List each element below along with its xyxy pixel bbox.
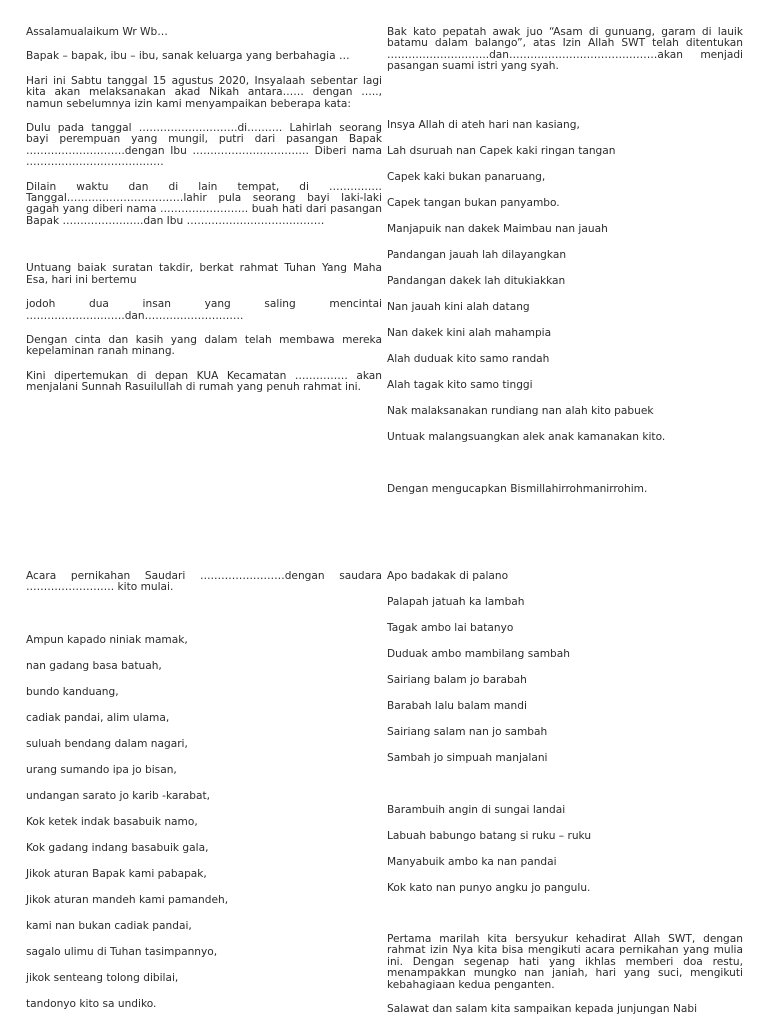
left-bottom-column	[26, 571, 382, 594]
date-paragraph: Hari ini Sabtu tanggal 15 agustus 2020, Insyalaah sebentar lagi kita akan melaksanakan akad Nikah antara…… dengan ….., namun sebelumnya izin kami menyampaikan beberapa kata:	[26, 74, 382, 110]
verse-line: Tagak ambo lai batanyo	[387, 622, 514, 634]
bismillah-line: Dengan mengucapkan Bismillahirrohmanirrohim.	[387, 483, 648, 495]
verse-line: urang sumando ipa jo bisan,	[26, 764, 177, 776]
verse-line: Alah duduak kito samo randah	[387, 353, 550, 365]
verse-line: Kok gadang indang basabuik gala,	[26, 842, 209, 854]
verse-line: suluah bendang dalam nagari,	[26, 738, 188, 750]
greeting: Assalamualaikum Wr Wb…	[26, 26, 168, 38]
verse-line: Kok kato nan punyo angku jo pangulu.	[387, 882, 591, 894]
destiny-paragraph: Untuang baiak suratan takdir, berkat rahmat Tuhan Yang Maha Esa, hari ini bertemu	[26, 262, 382, 286]
verse-line: Barambuih angin di sungai landai	[387, 804, 566, 816]
verse-line: Capek kaki bukan panaruang,	[387, 171, 546, 183]
love-paragraph: Dengan cinta dan kasih yang dalam telah membawa mereka kepelaminan ranah minang.	[26, 333, 382, 358]
kua-paragraph: Kini dipertemukan di depan KUA Kecamatan …………… akan menjalani Sunnah Rasuilullah di rumah yang penuh rahmat ini.	[26, 369, 382, 394]
verse-line: Sairiang salam nan jo sambah	[387, 726, 548, 738]
verse-line: Duduak ambo mambilang sambah	[387, 648, 570, 660]
left-top-column	[26, 27, 382, 394]
verse-line: Nak malaksanakan rundiang nan alah kito pabuek	[387, 405, 654, 417]
verse-line: Labuah babungo batang si ruku – ruku	[387, 830, 592, 842]
salawat-paragraph: Salawat dan salam kita sampaikan kepada junjungan Nabi	[387, 1003, 698, 1016]
verse-line: Capek tangan bukan panyambo.	[387, 197, 560, 209]
ceremony-intro: Acara pernikahan Saudari ……………………dengan saudara ……………………. kito mulai.	[26, 570, 382, 594]
verse-line: Manyabuik ambo ka nan pandai	[387, 856, 557, 868]
verse-line: Untuak malangsuangkan alek anak kamanakan kito.	[387, 431, 666, 443]
verse-line: Jikok aturan mandeh kami pamandeh,	[26, 894, 229, 906]
bride-birth-paragraph: Dulu pada tanggal ……………………….di………. Lahirlah seorang bayi perempuan yang mungil, putri dari pasangan Bapak ……………………….dengan Ibu …………………………… Diberi nama …………………………………	[26, 122, 382, 169]
verse-line: Alah tagak kito samo tinggi	[387, 379, 533, 391]
verse-line: bundo kanduang,	[26, 686, 119, 698]
verse-line: Lah dsuruah nan Capek kaki ringan tangan	[387, 145, 616, 157]
verse-line: Kok ketek indak basabuik namo,	[26, 816, 198, 828]
verse-line: Insya Allah di ateh hari nan kasiang,	[387, 119, 580, 131]
couple-paragraph: jodoh dua insan yang saling mencintai ……………………….dan……………………….	[26, 298, 382, 322]
verse-line: Jikok aturan Bapak kami pabapak,	[26, 868, 207, 880]
verse-line: Ampun kapado niniak mamak,	[26, 634, 188, 646]
verse-line: sagalo ulimu di Tuhan tasimpannyo,	[26, 946, 218, 958]
verse-line: Pandangan dakek lah ditukiakkan	[387, 275, 566, 287]
verse-line: jikok senteang tolong dibilai,	[26, 972, 179, 984]
verse-line: Apo badakak di palano	[387, 570, 509, 582]
verse-line: kami nan bukan cadiak pandai,	[26, 920, 192, 932]
verse-line: cadiak pandai, alim ulama,	[26, 712, 170, 724]
verse-line: Pandangan jauah lah dilayangkan	[387, 249, 567, 261]
verse-line: Palapah jatuah ka lambah	[387, 596, 525, 608]
verse-line: Nan dakek kini alah mahampia	[387, 327, 552, 339]
audience-address: Bapak – bapak, ibu – ibu, sanak keluarga yang berbahagia …	[26, 50, 350, 63]
verse-line: undangan sarato jo karib -karabat,	[26, 790, 210, 802]
verse-line: Sairiang balam jo barabah	[387, 674, 527, 686]
verse-line: Barabah lalu balam mandi	[387, 700, 527, 712]
groom-birth-paragraph: Dilain waktu dan di lain tempat, di …………… Tanggal……………………………lahir pula seorang bayi laki-laki gagah yang diberi nama ……………………. buah hati dari pasangan Bapak …………………..dan Ibu …………………………………	[26, 180, 382, 227]
right-bottom-prose	[387, 934, 743, 1015]
proverb-paragraph: Bak kato pepatah awak juo “Asam di gunuang, garam di lauik batamu dalam balango”, atas Izin Allah SWT telah ditentukan ………………………..dan……………………………………akan menjadi pasangan suami istri yang syah.	[387, 26, 743, 73]
verse-line: Sambah jo simpuah manjalani	[387, 752, 548, 764]
verse-line: Manjapuik nan dakek Maimbau nan jauah	[387, 223, 608, 235]
verse-line: nan gadang basa batuah,	[26, 660, 162, 672]
verse-line: tandonyo kito sa undiko.	[26, 998, 157, 1010]
right-top-column	[387, 27, 743, 73]
gratitude-paragraph: Pertama marilah kita bersyukur kehadirat Allah SWT, dengan rahmat izin Nya kita bisa mengikuti acara pernikahan yang mulia ini. Dengan segenap hati yang ikhlas memberi doa restu, menampakkan mungko nan janiah, hari yang suci, mengikuti kebahagiaan kedua penganten.	[387, 933, 743, 991]
verse-line: Nan jauah kini alah datang	[387, 301, 530, 313]
